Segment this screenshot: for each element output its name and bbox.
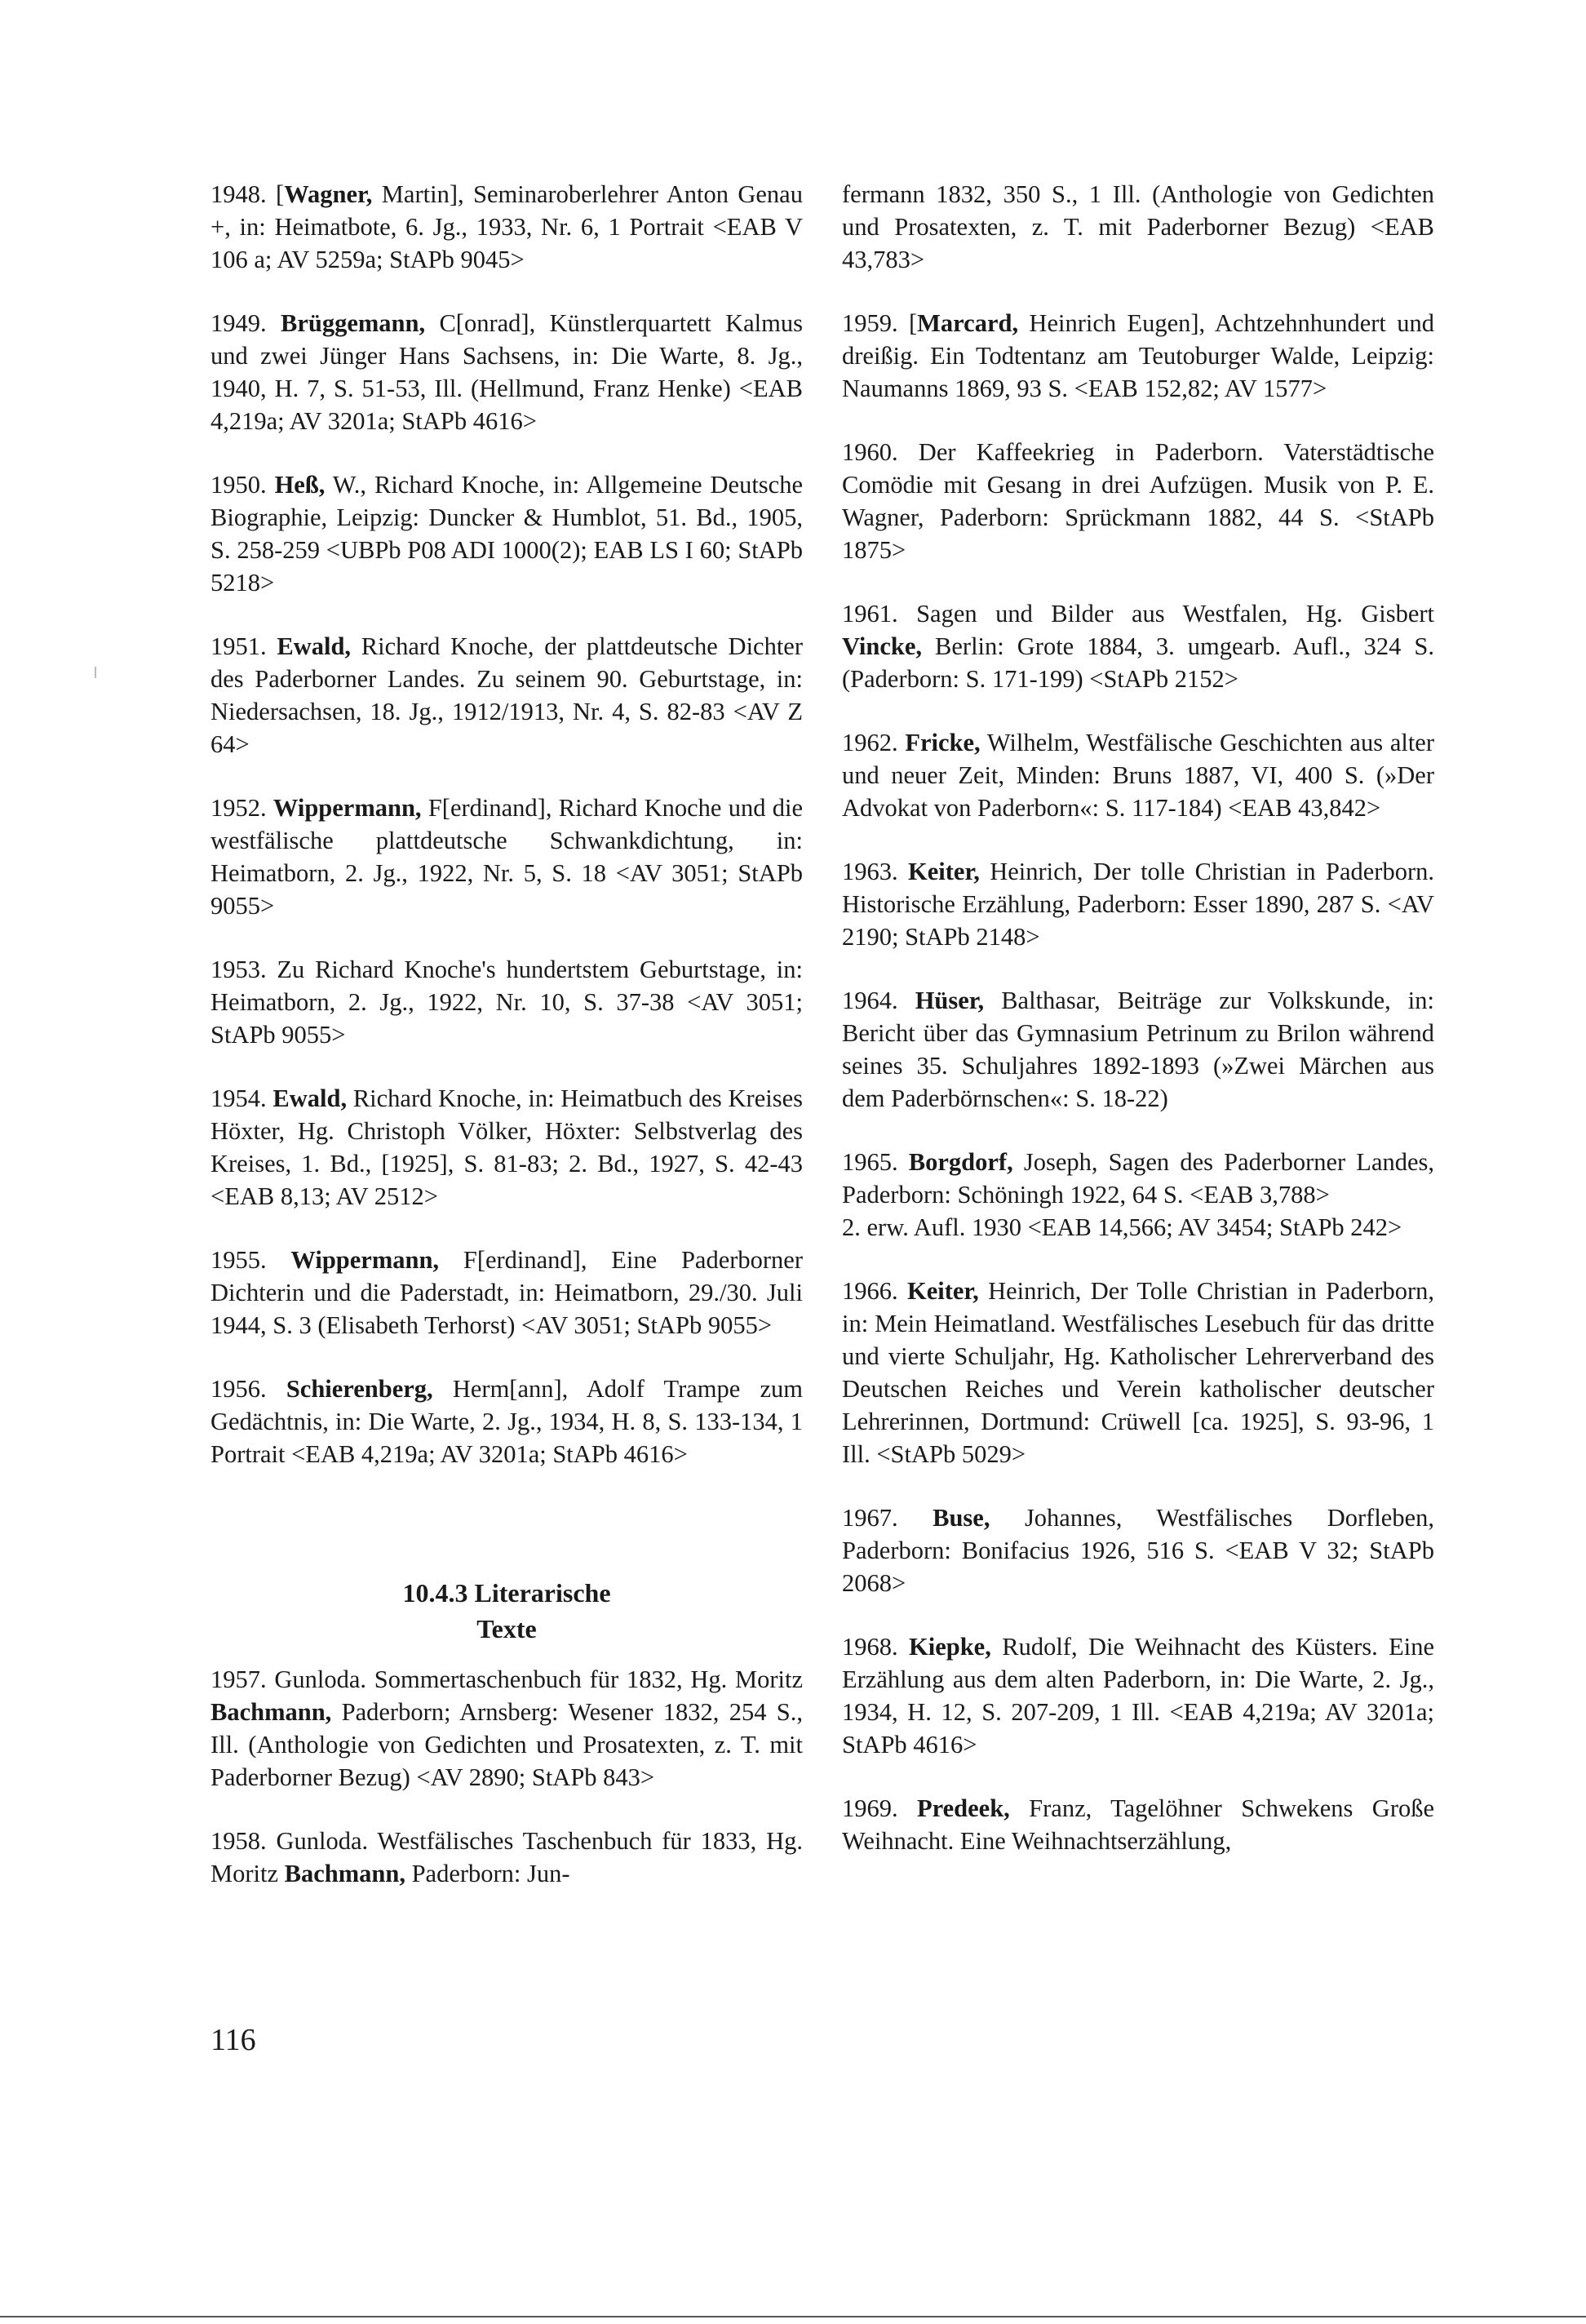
bibliography-entry: 1954. Ewald, Richard Knoche, in: Heimatbuch des Kreises Höxter, Hg. Christoph Völker, Höxter: Selbstverlag des Kreises, 1. Bd., [1925], S. 81-83; 2. Bd., 1927, S. 42-43 <EAB 8,13; AV 2512> <box>210 1084 804 1210</box>
bibliography-entry: 1966. Keiter, Heinrich, Der Tolle Christian in Paderborn, in: Mein Heimatland. Westfälisches Lesebuch für das dritte und vierte Schuljahr, Hg. Katholischer Lehrerverband des Deutschen Reiches und Verein katholischer deutscher Lehrerinnen, Dortmund: Crüwell [ca. 1925], S. 93-96, 1 Ill. <StAPb 5029> <box>842 1277 1435 1468</box>
bibliography-entry: 1948. [Wagner, Martin], Seminaroberlehrer Anton Genau +, in: Heimatbote, 6. Jg., 1933, Nr. 6, 1 Portrait <EAB V 106 a; AV 5259a; StAPb 9045> <box>210 180 803 273</box>
author-name: Ewald, <box>272 1084 348 1112</box>
bibliography-entry: 1962. Fricke, Wilhelm, Westfälische Geschichten aus alter und neuer Zeit, Minden: Bruns 1887, VI, 400 S. (»Der Advokat von Paderborn«: S. 117-184) <EAB 43,842> <box>842 729 1434 822</box>
bibliography-entry: 1955. Wippermann, F[erdinand], Eine Paderborner Dichterin und die Paderstadt, in: Heimatborn, 29./30. Juli 1944, S. 3 (Elisabeth Terhorst) <AV 3051; StAPb 9055> <box>210 1246 803 1339</box>
author-name: Fricke, <box>905 729 981 756</box>
author-name: Wagner, <box>284 180 373 208</box>
bibliography-entry: 1952. Wippermann, F[erdinand], Richard Knoche und die westfälische plattdeutsche Schwankdichtung, in: Heimatborn, 2. Jg., 1922, Nr. 5, S. 18 <AV 3051; StAPb 9055> <box>210 794 803 920</box>
author-name: Schierenberg, <box>286 1375 433 1403</box>
bibliography-entry: 1961. Sagen und Bilder aus Westfalen, Hg. Gisbert Vincke, Berlin: Grote 1884, 3. umgearb. Aufl., 324 S. (Paderborn: S. 171-199) <StAPb 2152> <box>842 600 1434 693</box>
author-name: Buse, <box>933 1504 990 1532</box>
bibliography-entry: 1964. Hüser, Balthasar, Beiträge zur Volkskunde, in: Bericht über das Gymnasium Petrinum zu Brilon während seines 35. Schuljahres 1892-1893 (»Zwei Märchen aus dem Paderbörnschen«: S. 18-22) <box>842 987 1435 1112</box>
left-column <box>210 178 803 1921</box>
edition-note: 2. erw. Aufl. 1930 <EAB 14,566; AV 3454; StAPb 242> <box>842 1213 1402 1241</box>
bibliography-entry: 1959. [Marcard, Heinrich Eugen], Achtzehnhundert und dreißig. Ein Todtentanz am Teutoburger Walde, Leipzig: Naumanns 1869, 93 S. <EAB 152,82; AV 1577> <box>842 309 1434 402</box>
editor-name: Bachmann, <box>284 1860 405 1887</box>
author-name: Heß, <box>274 471 326 499</box>
section-heading <box>210 1575 803 1647</box>
author-name: Keiter, <box>908 858 980 885</box>
bibliography-entry: 1958. Gunloda. Westfälisches Taschenbuch für 1833, Hg. Moritz Bachmann, Paderborn: Jun- <box>210 1827 803 1887</box>
author-name: Wippermann, <box>272 794 422 822</box>
author-name: Borgdorf, <box>908 1148 1013 1176</box>
author-name: Marcard, <box>917 309 1019 337</box>
editor-name: Bachmann, <box>210 1698 332 1726</box>
section-heading-line1: 10.4.3 Literarische <box>402 1578 611 1608</box>
bibliography-entry: 1957. Gunloda. Sommertaschenbuch für 1832, Hg. Moritz Bachmann, Paderborn; Arnsberg: Wesener 1832, 254 S., Ill. (Anthologie von Gedichten und Prosatexten, z. T. mit Paderborner Bezug) <AV 2890; StAPb 843> <box>210 1665 803 1791</box>
bibliography-entry: 1963. Keiter, Heinrich, Der tolle Christian in Paderborn. Historische Erzählung, Paderborn: Esser 1890, 287 S. <AV 2190; StAPb 2148> <box>842 858 1434 951</box>
page-number: 116 <box>210 2023 256 2057</box>
author-name: Wippermann, <box>290 1246 440 1274</box>
bibliography-entry: 1968. Kiepke, Rudolf, Die Weihnacht des Küsters. Eine Erzählung aus dem alten Paderborn, in: Die Warte, 2. Jg., 1934, H. 12, S. 207-209, 1 Ill. <EAB 4,219a; AV 3201a; StAPb 4616> <box>842 1633 1434 1759</box>
bibliography-entry: 1953. Zu Richard Knoche's hundertstem Geburtstage, in: Heimatborn, 2. Jg., 1922, Nr. 10, S. 37-38 <AV 3051; StAPb 9055> <box>210 956 803 1049</box>
bibliography-entry: 1956. Schierenberg, Herm[ann], Adolf Trampe zum Gedächtnis, in: Die Warte, 2. Jg., 1934, H. 8, S. 133-134, 1 Portrait <EAB 4,219a; AV 3201a; StAPb 4616> <box>210 1375 804 1468</box>
right-column <box>842 178 1434 1888</box>
bibliography-entry: 1965. Borgdorf, Joseph, Sagen des Paderborner Landes, Paderborn: Schöningh 1922, 64 S. <EAB 3,788> 2. erw. Aufl. 1930 <EAB 14,566; AV 3454; StAPb 242> <box>842 1148 1435 1241</box>
author-name: Kiepke, <box>909 1633 991 1661</box>
author-name: Predeek, <box>917 1794 1010 1822</box>
bibliography-entry: 1960. Der Kaffeekrieg in Paderborn. Vaterstädtische Comödie mit Gesang in drei Aufzügen. Musik von P. E. Wagner, Paderborn: Sprückmann 1882, 44 S. <StAPb 1875> <box>842 438 1434 564</box>
bibliography-entry-continuation: fermann 1832, 350 S., 1 Ill. (Anthologie von Gedichten und Prosatexten, z. T. mit Paderborner Bezug) <EAB 43,783> <box>842 180 1434 273</box>
scan-artifact <box>95 667 96 678</box>
bibliography-entry: 1951. Ewald, Richard Knoche, der plattdeutsche Dichter des Paderborner Landes. Zu seinem 90. Geburtstage, in: Niedersachsen, 18. Jg., 1912/1913, Nr. 4, S. 82-83 <AV Z 64> <box>210 632 804 758</box>
section-heading-line2: Texte <box>476 1614 537 1643</box>
author-name: Ewald, <box>277 632 352 660</box>
author-name: Vincke, <box>842 632 922 660</box>
author-name: Brüggemann, <box>281 309 426 337</box>
author-name: Hüser, <box>915 987 985 1014</box>
page-bottom-rule <box>0 2316 1586 2317</box>
bibliography-entry: 1949. Brüggemann, C[onrad], Künstlerquartett Kalmus und zwei Jünger Hans Sachsens, in: Die Warte, 8. Jg., 1940, H. 7, S. 51-53, Ill. (Hellmund, Franz Henke) <EAB 4,219a; AV 3201a; StAPb 4616> <box>210 309 804 435</box>
bibliography-entry: 1969. Predeek, Franz, Tagelöhner Schwekens Große Weihnacht. Eine Weihnachtserzählung, <box>842 1794 1435 1855</box>
bibliography-entry: 1967. Buse, Johannes, Westfälisches Dorfleben, Paderborn: Bonifacius 1926, 516 S. <EAB V 32; StAPb 2068> <box>842 1504 1434 1597</box>
author-name: Keiter, <box>906 1277 979 1305</box>
bibliography-entry: 1950. Heß, W., Richard Knoche, in: Allgemeine Deutsche Biographie, Leipzig: Duncker & Humblot, 51. Bd., 1905, S. 258-259 <UBPb P08 ADI 1000(2); EAB LS I 60; StAPb 5218> <box>210 471 803 597</box>
